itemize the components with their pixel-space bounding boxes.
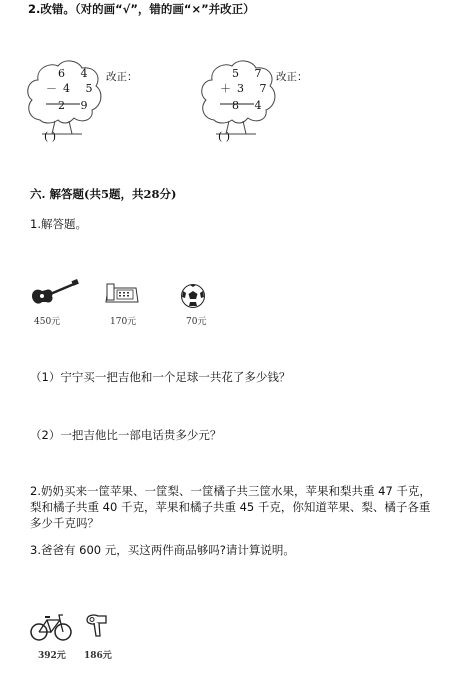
guitar-item	[30, 278, 80, 328]
telephone-icon	[104, 282, 140, 306]
question-3-title: 3.爸爸有 600 元，买这两件商品够吗?请计算说明。	[30, 543, 295, 557]
bicycle-price: 392元	[38, 651, 66, 661]
football-icon	[180, 283, 206, 309]
question-2-line-3: 多少千克吗？	[30, 516, 99, 530]
tree2-answer-paren: ( )	[218, 130, 231, 143]
tree2-mid: ＋3 7	[220, 82, 273, 95]
hairdryer-price: 186元	[84, 651, 112, 661]
question-1-title: 1.解答题。	[30, 217, 87, 231]
guitar-price: 450元	[34, 317, 61, 327]
tree1-top: 6 4	[58, 67, 94, 80]
telephone-price: 170元	[110, 317, 137, 327]
tree2-bot: 8 4	[232, 99, 268, 112]
question-2-paragraph	[30, 483, 431, 531]
football-item	[180, 283, 220, 333]
guitar-icon	[30, 278, 80, 308]
correction-label-1: 改正：	[106, 71, 138, 83]
bicycle-icon	[30, 612, 72, 642]
calc-tree-2	[196, 58, 276, 148]
hairdryer-item	[84, 612, 124, 672]
question-1-sub-2: （2）一把吉他比一部电话贵多少元？	[30, 428, 222, 442]
hairdryer-icon	[84, 612, 110, 642]
tree1-answer-paren: ( )	[44, 130, 57, 143]
tree1-bot: 2 9	[58, 99, 94, 112]
bicycle-item	[30, 612, 80, 672]
question-2-line-1: 2.奶奶买来一筐苹果、一筐梨、一筐橘子共三筐水果，苹果和梨共重 47 千克，	[30, 484, 431, 498]
telephone-item	[104, 282, 154, 332]
section-6-heading: 六. 解答题(共5题，共28分)	[30, 187, 177, 201]
question-2-line-2: 梨和橘子共重 40 千克，苹果和橘子共重 45 千克，你知道苹果、梨、橘子各重	[30, 500, 431, 514]
tree2-top: 5 7	[232, 67, 268, 80]
tree1-mid: －4 5	[46, 82, 99, 95]
question-1-sub-1: （1）宁宁买一把吉他和一个足球一共花了多少钱？	[30, 370, 291, 384]
calc-tree-1	[22, 58, 102, 148]
question-2-title-text: 2.改错。（对的画“√”，错的画“×”并改正）	[28, 2, 255, 16]
question-2-title	[28, 0, 255, 18]
football-price: 70元	[186, 317, 207, 327]
correction-label-2: 改正：	[276, 71, 308, 83]
